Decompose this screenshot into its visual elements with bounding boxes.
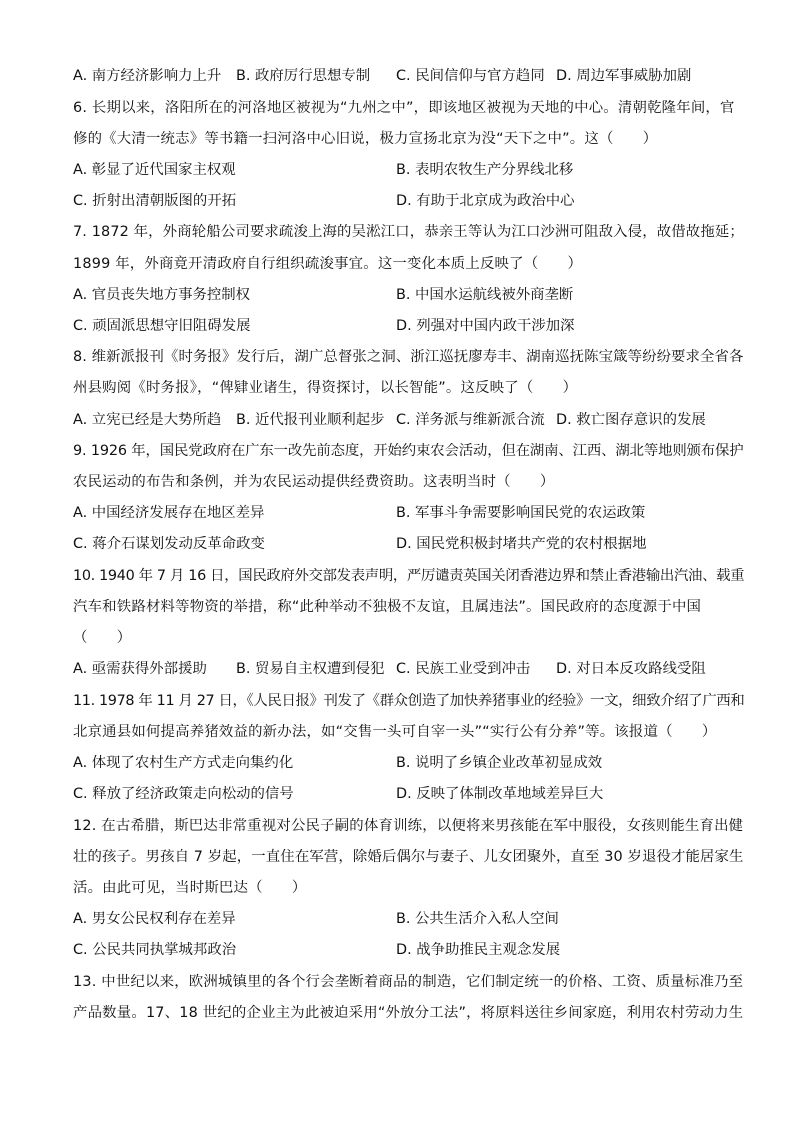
q11-option-a[interactable]: A. 体现了农村生产方式走向集约化 [73, 755, 294, 771]
q6-option-a[interactable]: A. 彰显了近代国家主权观 [73, 162, 236, 178]
q7-options-row-2 [73, 317, 733, 335]
q7-option-c[interactable]: C. 顽固派思想守旧阻碍发展 [73, 318, 251, 334]
q12-stem-line-2: 壮的孩子。男孩自 7 岁起，一直住在军营，除婚后偶尔与妻子、儿女团聚外，直至 30 岁退役才能居家生 [73, 849, 744, 865]
q13-stem-line-2: 产品数量。17、18 世纪的企业主为此被迫采用“外放分工法”，将原料送往乡间家庭，利用农村劳动力生 [73, 1005, 744, 1021]
q9-option-a[interactable]: A. 中国经济发展存在地区差异 [73, 505, 265, 521]
q5-option-d[interactable]: D. 周边军事威胁加剧 [556, 68, 692, 84]
q12-option-c[interactable]: C. 公民共同执掌城邦政治 [73, 942, 237, 958]
q12-options-row-2 [73, 941, 733, 959]
q10-options [73, 660, 733, 678]
q6-stem-line-2: 修的《大清一统志》等书籍一扫河洛中心旧说，极力宣扬北京为没“天下之中”。这（ ） [73, 131, 658, 147]
q13-stem-line-1: 13. 中世纪以来，欧洲城镇里的各个行会垄断着商品的制造，它们制定统一的价格、工资、质量标准乃至 [73, 974, 744, 990]
q10-stem-line-3: （ ） [73, 630, 132, 646]
q12-option-b[interactable]: B. 公共生活介入私人空间 [396, 911, 559, 927]
q10-option-c[interactable]: C. 民族工业受到冲击 [396, 661, 531, 677]
q9-option-d[interactable]: D. 国民党积极封堵共产党的农村根据地 [396, 536, 647, 552]
q11-option-d[interactable]: D. 反映了体制改革地域差异巨大 [396, 786, 604, 802]
q6-option-b[interactable]: B. 表明农牧生产分界线北移 [396, 162, 574, 178]
q6-option-d[interactable]: D. 有助于北京成为政治中心 [396, 193, 575, 209]
q5-options [73, 67, 733, 85]
q9-options-row-2 [73, 535, 733, 553]
q9-options-row-1 [73, 504, 733, 522]
q6-options-row-1 [73, 161, 733, 179]
q11-stem-line-2: 北京通县如何提高养猪效益的新办法，如“交售一头可自宰一头”“实行公有分养”等。该报道（ ） [73, 724, 717, 740]
q5-option-c[interactable]: C. 民间信仰与官方趋同 [396, 68, 545, 84]
q6-stem-line-1: 6. 长期以来，洛阳所在的河洛地区被视为“九州之中”，即该地区被视为天地的中心。清朝乾隆年间，官 [73, 100, 735, 116]
q9-option-b[interactable]: B. 军事斗争需要影响国民党的农运政策 [396, 505, 646, 521]
q10-stem-line-1: 10. 1940 年 7 月 16 日，国民政府外交部发表声明，严厉谴责英国关闭香港边界和禁止香港输出汽油、载重 [73, 568, 745, 584]
q8-option-b[interactable]: B. 近代报刊业顺利起步 [236, 412, 385, 428]
q11-options-row-1 [73, 754, 733, 772]
q12-stem-line-1: 12. 在古希腊，斯巴达非常重视对公民子嗣的体育训练，以便将来男孩能在军中服役，女孩则能生育出健 [73, 818, 744, 834]
q11-options-row-2 [73, 785, 733, 803]
q7-options-row-1 [73, 286, 733, 304]
q8-option-d[interactable]: D. 救亡图存意识的发展 [556, 412, 706, 428]
q9-stem-line-1: 9. 1926 年，国民党政府在广东一改先前态度，开始约束农会活动，但在湖南、江西、湖北等地则颁布保护 [73, 443, 744, 459]
q7-stem-line-1: 7. 1872 年，外商轮船公司要求疏浚上海的吴淞江口，恭亲王等认为江口沙洲可阻敌入侵，故借故拖延； [73, 224, 744, 240]
q6-options-row-2 [73, 192, 733, 210]
q9-stem-line-2: 农民运动的布告和条例，并为农民运动提供经费资助。这表明当时（ ） [73, 474, 555, 490]
q7-option-d[interactable]: D. 列强对中国内政干涉加深 [396, 318, 575, 334]
q11-option-b[interactable]: B. 说明了乡镇企业改革初显成效 [396, 755, 603, 771]
q10-stem-line-2: 汽车和铁路材料等物资的举措，称“此种举动不独极不友谊，且属违法”。国民政府的态度源于中国 [73, 599, 702, 615]
q8-stem-line-1: 8. 维新派报刊《时务报》发行后，湖广总督张之洞、浙江巡抚廖寿丰、湖南巡抚陈宝箴等纷纷要求全省各 [73, 349, 744, 365]
q7-option-a[interactable]: A. 官员丧失地方事务控制权 [73, 287, 251, 303]
q12-options-row-1 [73, 910, 733, 928]
q7-stem-line-2: 1899 年，外商竟开清政府自行组织疏浚事宜。这一变化本质上反映了（ ） [73, 256, 583, 272]
q10-option-d[interactable]: D. 对日本反攻路线受阻 [556, 661, 706, 677]
q12-stem-line-3: 活。由此可见，当时斯巴达（ ） [73, 880, 307, 896]
q10-option-b[interactable]: B. 贸易自主权遭到侵犯 [236, 661, 385, 677]
q8-option-a[interactable]: A. 立宪已经是大势所趋 [73, 412, 222, 428]
q12-option-a[interactable]: A. 男女公民权利存在差异 [73, 911, 236, 927]
q6-option-c[interactable]: C. 折射出清朝版图的开拓 [73, 193, 237, 209]
q12-option-d[interactable]: D. 战争助推民主观念发展 [396, 942, 561, 958]
q10-option-a[interactable]: A. 亟需获得外部援助 [73, 661, 207, 677]
q9-option-c[interactable]: C. 蒋介石谋划发动反革命政变 [73, 536, 265, 552]
q8-options [73, 411, 733, 429]
q11-option-c[interactable]: C. 释放了经济政策走向松动的信号 [73, 786, 294, 802]
q7-option-b[interactable]: B. 中国水运航线被外商垄断 [396, 287, 574, 303]
q5-option-b[interactable]: B. 政府厉行思想专制 [236, 68, 371, 84]
q5-option-a[interactable]: A. 南方经济影响力上升 [73, 68, 222, 84]
q11-stem-line-1: 11. 1978 年 11 月 27 日，《人民日报》刊发了《群众创造了加快养猪事业的经验》一文，细致介绍了广西和 [73, 693, 745, 709]
q8-stem-line-2: 州县购阅《时务报》，“俾肄业诸生，得资探讨，以长智能”。这反映了（ ） [73, 380, 578, 396]
q8-option-c[interactable]: C. 洋务派与维新派合流 [396, 412, 545, 428]
